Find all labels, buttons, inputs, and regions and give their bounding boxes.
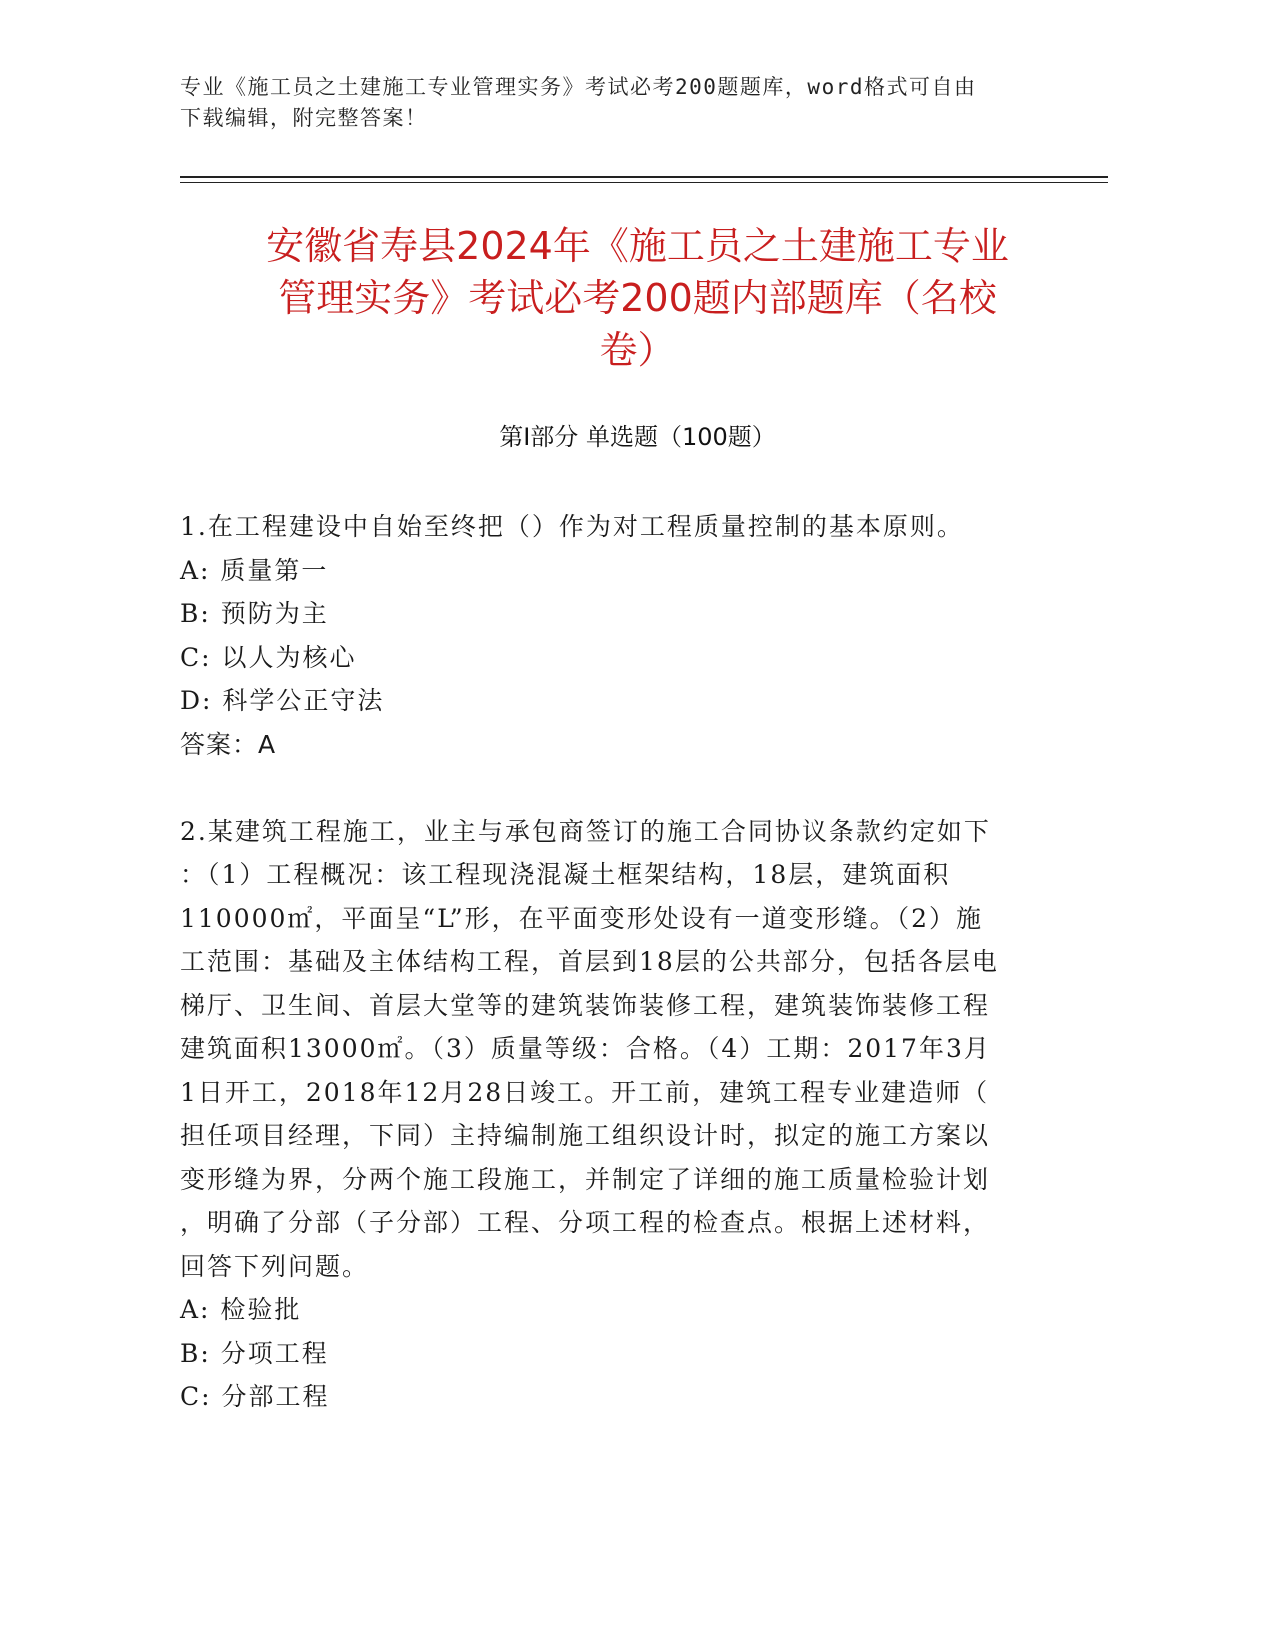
answer-text: 答案：A [180, 729, 277, 759]
question-stem: ：（1）工程概况：该工程现浇混凝土框架结构，18层，建筑面积 [180, 860, 951, 889]
question-stem: ，明确了分部（子分部）工程、分项工程的检查点。根据上述材料， [180, 1208, 991, 1237]
question-stem: 1.在工程建设中自始至终把（）作为对工程质量控制的基本原则。 [180, 512, 964, 541]
option-a: A: 质量第一 [180, 555, 329, 585]
option-c: C: 以人为核心 [180, 642, 357, 672]
question-stem: 担任项目经理，下同）主持编制施工组织设计时，拟定的施工方案以 [180, 1121, 991, 1150]
question-stem: 2.某建筑工程施工，业主与承包商签订的施工合同协议条款约定如下 [180, 816, 991, 846]
question-list [180, 505, 1060, 1419]
option-b: B: 分项工程 [180, 1338, 329, 1368]
option-a: A: 检验批 [180, 1295, 302, 1324]
header-divider-thin [180, 182, 1108, 183]
question-stem: 回答下列问题。 [180, 1251, 370, 1281]
question-stem: 梯厅、卫生间、首层大堂等的建筑装饰装修工程，建筑装饰装修工程 [180, 990, 991, 1020]
question-stem: 建筑面积13000㎡。（3）质量等级：合格。（4）工期：2017年3月 [180, 1034, 991, 1063]
section-heading: 第Ⅰ部分 单选题（100题） [499, 423, 776, 451]
title-line: 卷） [599, 328, 676, 372]
question-stem: 变形缝为界，分两个施工段施工，并制定了详细的施工质量检验计划 [180, 1164, 991, 1194]
option-b: B: 预防为主 [180, 599, 329, 628]
header-note-line: 下载编辑，附完整答案！ [180, 106, 428, 130]
header-note-line: 专业《施工员之土建施工专业管理实务》考试必考200题题库，word格式可自由 [180, 75, 977, 99]
header-note [180, 72, 1040, 134]
title-line: 安徽省寿县2024年《施工员之土建施工专业 [266, 224, 1009, 268]
question-2 [180, 810, 1060, 1419]
title-line: 管理实务》考试必考200题内部题库（名校 [278, 276, 997, 320]
document-title [150, 220, 1125, 376]
header-divider-thick [180, 176, 1108, 178]
option-c: C: 分部工程 [180, 1382, 330, 1411]
question-stem: 1日开工，2018年12月28日竣工。开工前，建筑工程专业建造师（ [180, 1077, 990, 1107]
question-stem: 110000㎡，平面呈“L”形，在平面变形处设有一道变形缝。（2）施 [180, 903, 984, 933]
question-stem: 工范围：基础及主体结构工程，首层到18层的公共部分，包括各层电 [180, 947, 999, 976]
question-1 [180, 505, 1060, 766]
option-d: D: 科学公正守法 [180, 686, 385, 715]
question-gap [180, 766, 1060, 810]
